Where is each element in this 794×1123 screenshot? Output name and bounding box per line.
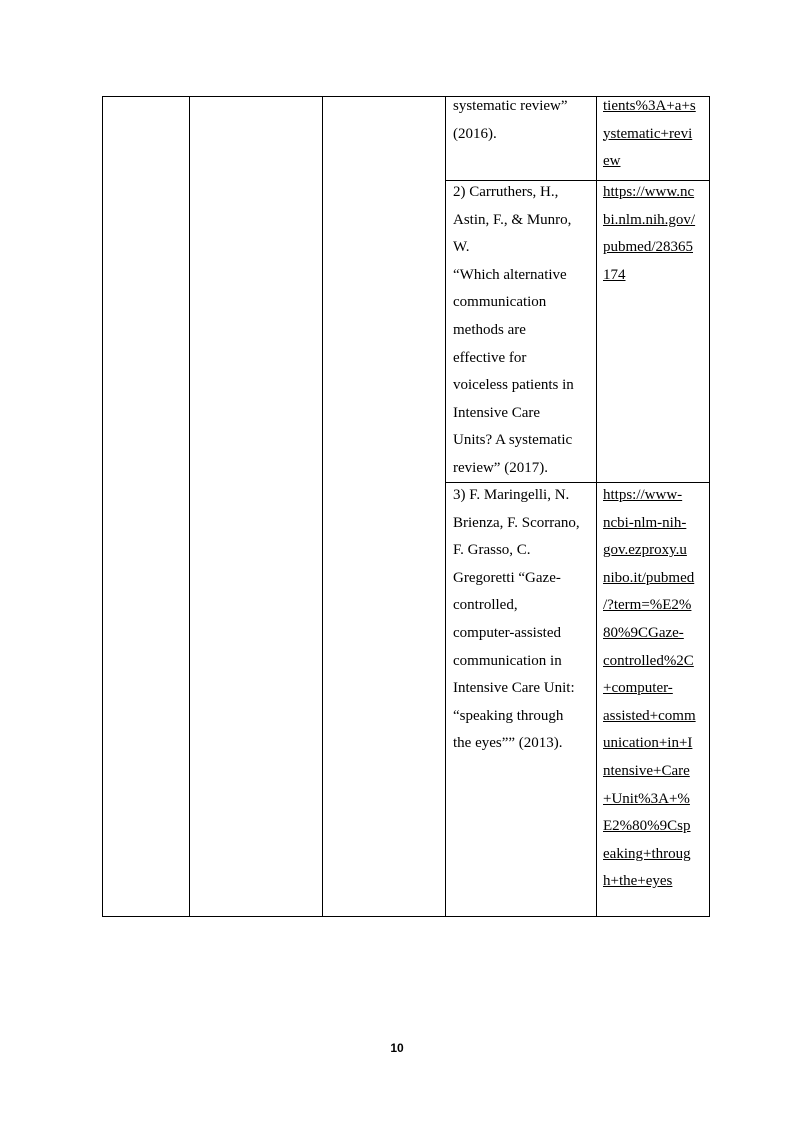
link-line[interactable]: eaking+throug: [603, 845, 691, 862]
link-line[interactable]: controlled%2C: [603, 652, 694, 669]
link-line[interactable]: pubmed/28365: [603, 239, 693, 256]
link-line[interactable]: ystematic+revi: [603, 125, 693, 142]
column-divider-2: [322, 97, 323, 916]
reference-cell-3: [453, 482, 580, 758]
reference-line: computer-assisted: [453, 624, 562, 641]
link-line[interactable]: /?term=%E2%: [603, 597, 692, 614]
reference-line: “speaking through: [453, 707, 564, 724]
column-divider-1: [189, 97, 190, 916]
link-line[interactable]: h+the+eyes: [603, 873, 673, 890]
reference-line: F. Grasso, C.: [453, 542, 531, 559]
reference-line: voiceless patients in: [453, 377, 574, 394]
reference-line: Intensive Care Unit:: [453, 680, 575, 697]
reference-line: communication in: [453, 652, 562, 669]
reference-line: Gregoretti “Gaze-: [453, 569, 561, 586]
link-line[interactable]: ntensive+Care: [603, 762, 690, 779]
link-line[interactable]: https://www.nc: [603, 184, 695, 200]
reference-line: controlled,: [453, 597, 518, 614]
link-cell-3[interactable]: [603, 482, 696, 896]
reference-line: systematic review”: [453, 98, 568, 114]
link-line[interactable]: nibo.it/pubmed: [603, 569, 695, 586]
reference-line: 3) F. Maringelli, N.: [453, 487, 570, 503]
column-divider-3: [445, 97, 446, 916]
page-number: 10: [390, 1041, 404, 1055]
link-line[interactable]: +computer-: [603, 680, 673, 697]
reference-line: 2) Carruthers, H.,: [453, 184, 559, 200]
column-divider-4: [596, 97, 597, 916]
reference-line: review” (2017).: [453, 459, 548, 476]
reference-line: “Which alternative: [453, 266, 567, 283]
link-line[interactable]: 80%9CGaze-: [603, 624, 684, 641]
reference-line: Astin, F., & Munro,: [453, 211, 572, 228]
reference-line: Intensive Care: [453, 404, 541, 421]
link-line[interactable]: ew: [603, 153, 621, 170]
link-cell-1[interactable]: [603, 93, 696, 176]
link-line[interactable]: +Unit%3A+%: [603, 790, 690, 807]
reference-line: Brienza, F. Scorrano,: [453, 514, 580, 531]
link-line[interactable]: E2%80%9Csp: [603, 818, 691, 835]
references-table: [102, 96, 710, 917]
link-line[interactable]: tients%3A+a+s: [603, 98, 696, 114]
link-line[interactable]: gov.ezproxy.u: [603, 542, 687, 559]
reference-line: effective for: [453, 349, 527, 366]
reference-line: (2016).: [453, 125, 497, 142]
link-line[interactable]: https://www-: [603, 487, 683, 503]
reference-line: W.: [453, 239, 470, 256]
link-line[interactable]: 174: [603, 266, 626, 283]
reference-line: methods are: [453, 321, 526, 338]
link-line[interactable]: ncbi-nlm-nih-: [603, 514, 687, 531]
reference-line: the eyes”” (2013).: [453, 735, 563, 752]
link-line[interactable]: bi.nlm.nih.gov/: [603, 211, 696, 228]
link-cell-2[interactable]: [603, 179, 695, 289]
link-line[interactable]: assisted+comm: [603, 707, 696, 724]
link-line[interactable]: unication+in+I: [603, 735, 693, 752]
reference-cell-1: [453, 93, 568, 148]
reference-cell-2: [453, 179, 574, 483]
reference-line: communication: [453, 294, 547, 311]
reference-line: Units? A systematic: [453, 432, 573, 449]
